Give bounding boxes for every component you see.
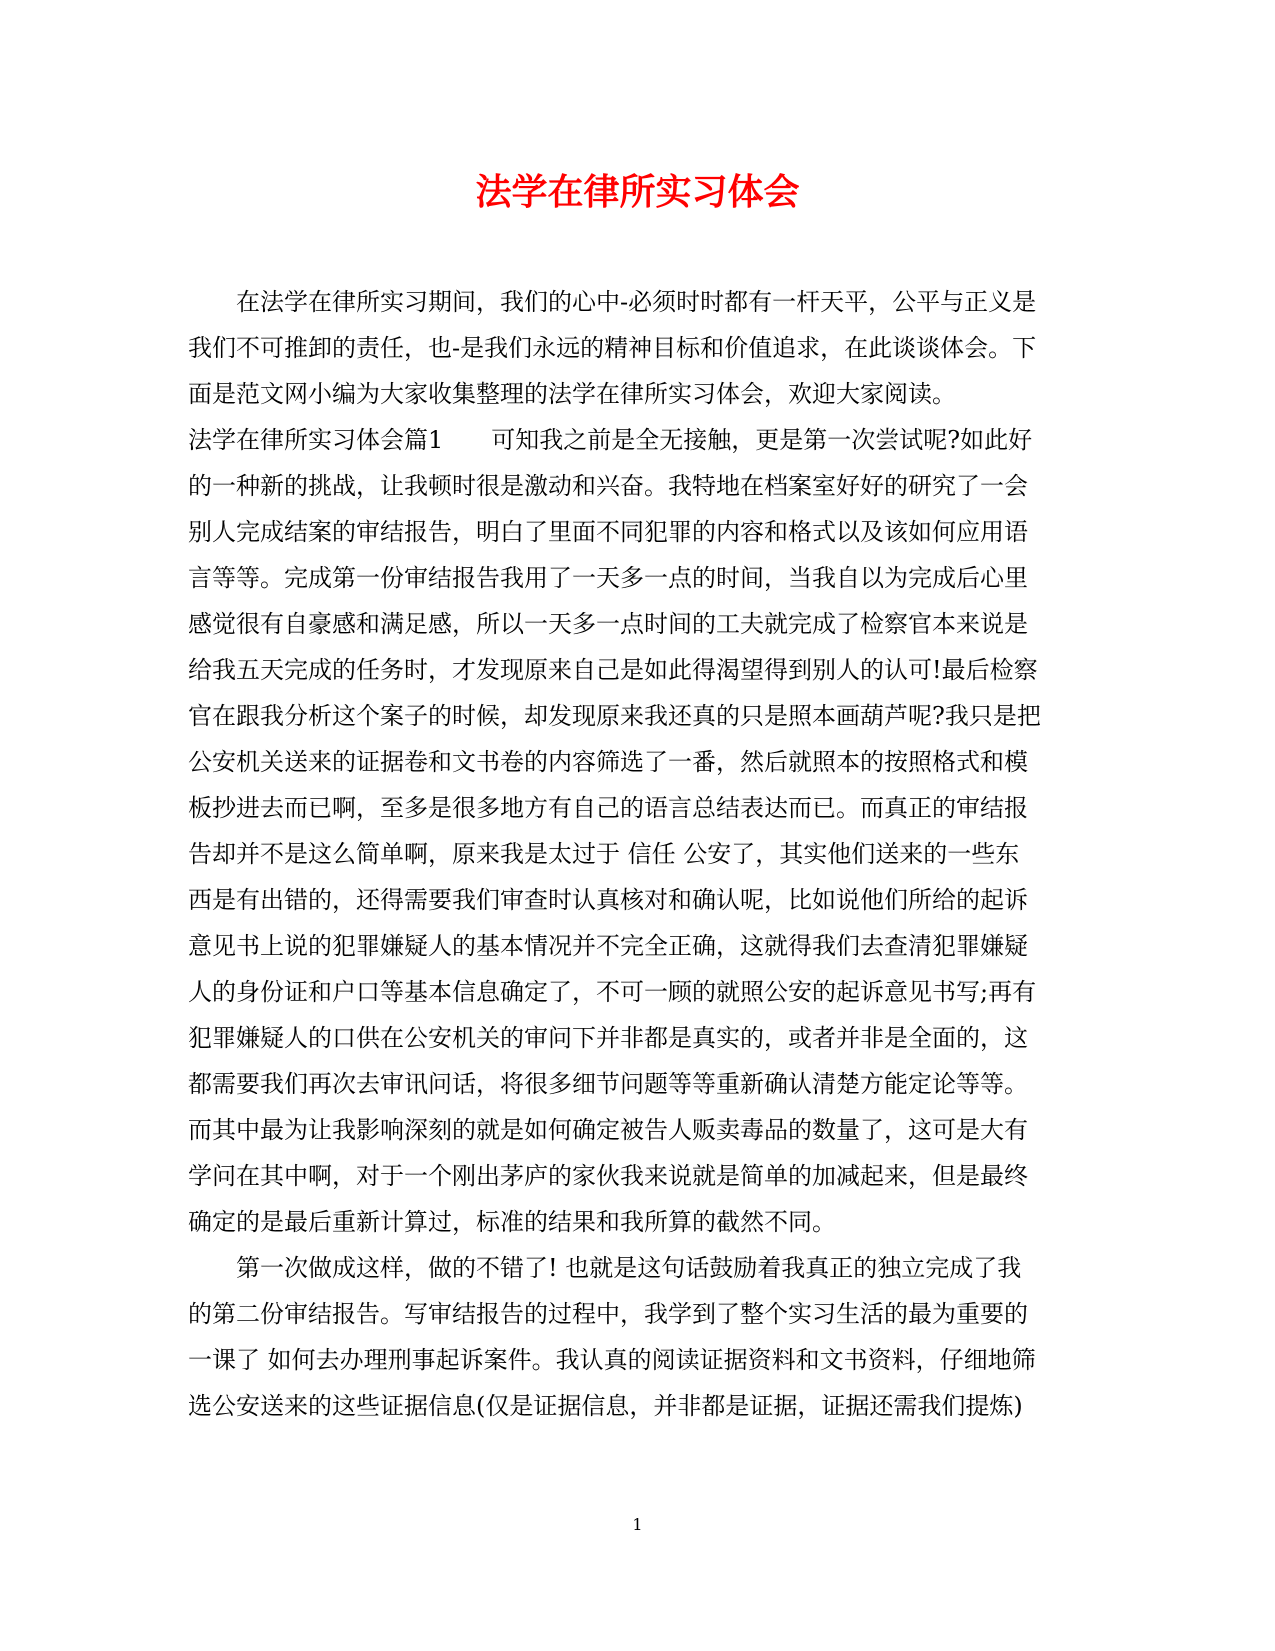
- text-line: 公安机关送来的证据卷和文书卷的内容筛选了一番，然后就照本的按照格式和模: [188, 748, 1028, 776]
- text-line: 学问在其中啊，对于一个刚出茅庐的家伙我来说就是简单的加减起来，但是最终: [188, 1162, 1028, 1190]
- text-line: 面是范文网小编为大家收集整理的法学在律所实习体会，欢迎大家阅读。: [188, 380, 956, 408]
- text-line: 选公安送来的这些证据信息(仅是证据信息，并非都是证据，证据还需我们提炼): [188, 1392, 1023, 1420]
- text-line: 在法学在律所实习期间，我们的心中-必须时时都有一杆天平，公平与正义是: [236, 288, 1037, 316]
- text-line: 而其中最为让我影响深刻的就是如何确定被告人贩卖毒品的数量了，这可是大有: [188, 1116, 1028, 1144]
- text-line: 都需要我们再次去审讯问话，将很多细节问题等等重新确认清楚方能定论等等。: [188, 1070, 1028, 1098]
- text-line: 西是有出错的，还得需要我们审查时认真核对和确认呢，比如说他们所给的起诉: [188, 886, 1028, 914]
- text-line: 别人完成结案的审结报告，明白了里面不同犯罪的内容和格式以及该如何应用语: [188, 518, 1028, 546]
- text-line: 法学在律所实习体会篇1 可知我之前是全无接触，更是第一次尝试呢?如此好: [188, 426, 1033, 454]
- text-line: 意见书上说的犯罪嫌疑人的基本情况并不完全正确，这就得我们去查清犯罪嫌疑: [188, 932, 1028, 960]
- text-line: 犯罪嫌疑人的口供在公安机关的审问下并非都是真实的，或者并非是全面的，这: [188, 1024, 1028, 1052]
- text-line: 人的身份证和户口等基本信息确定了，不可一顾的就照公安的起诉意见书写;再有: [188, 978, 1037, 1006]
- text-line: 官在跟我分析这个案子的时候，却发现原来我还真的只是照本画葫芦呢?我只是把: [188, 702, 1041, 730]
- document-title: 法学在律所实习体会: [475, 171, 800, 213]
- document-body: [188, 279, 1058, 1429]
- text-line: 第一次做成这样，做的不错了! 也就是这句话鼓励着我真正的独立完成了我: [236, 1254, 1022, 1282]
- text-line: 板抄进去而已啊，至多是很多地方有自己的语言总结表达而已。而真正的审结报: [188, 794, 1028, 822]
- text-line: 一课了 如何去办理刑事起诉案件。我认真的阅读证据资料和文书资料，仔细地筛: [188, 1346, 1036, 1374]
- page-number: 1: [632, 1515, 643, 1534]
- text-line: 的第二份审结报告。写审结报告的过程中，我学到了整个实习生活的最为重要的: [188, 1300, 1028, 1328]
- text-line: 感觉很有自豪感和满足感，所以一天多一点时间的工夫就完成了检察官本来说是: [188, 610, 1028, 638]
- text-line: 我们不可推卸的责任，也-是我们永远的精神目标和价值追求，在此谈谈体会。下: [188, 334, 1037, 362]
- text-line: 确定的是最后重新计算过，标准的结果和我所算的截然不同。: [188, 1208, 836, 1236]
- text-line: 给我五天完成的任务时，才发现原来自己是如此得渴望得到别人的认可!最后检察: [188, 656, 1038, 684]
- text-line: 的一种新的挑战，让我顿时很是激动和兴奋。我特地在档案室好好的研究了一会: [188, 472, 1028, 500]
- text-line: 告却并不是这么简单啊，原来我是太过于 信任 公安了，其实他们送来的一些东: [188, 840, 1020, 868]
- text-line: 言等等。完成第一份审结报告我用了一天多一点的时间，当我自以为完成后心里: [188, 564, 1028, 592]
